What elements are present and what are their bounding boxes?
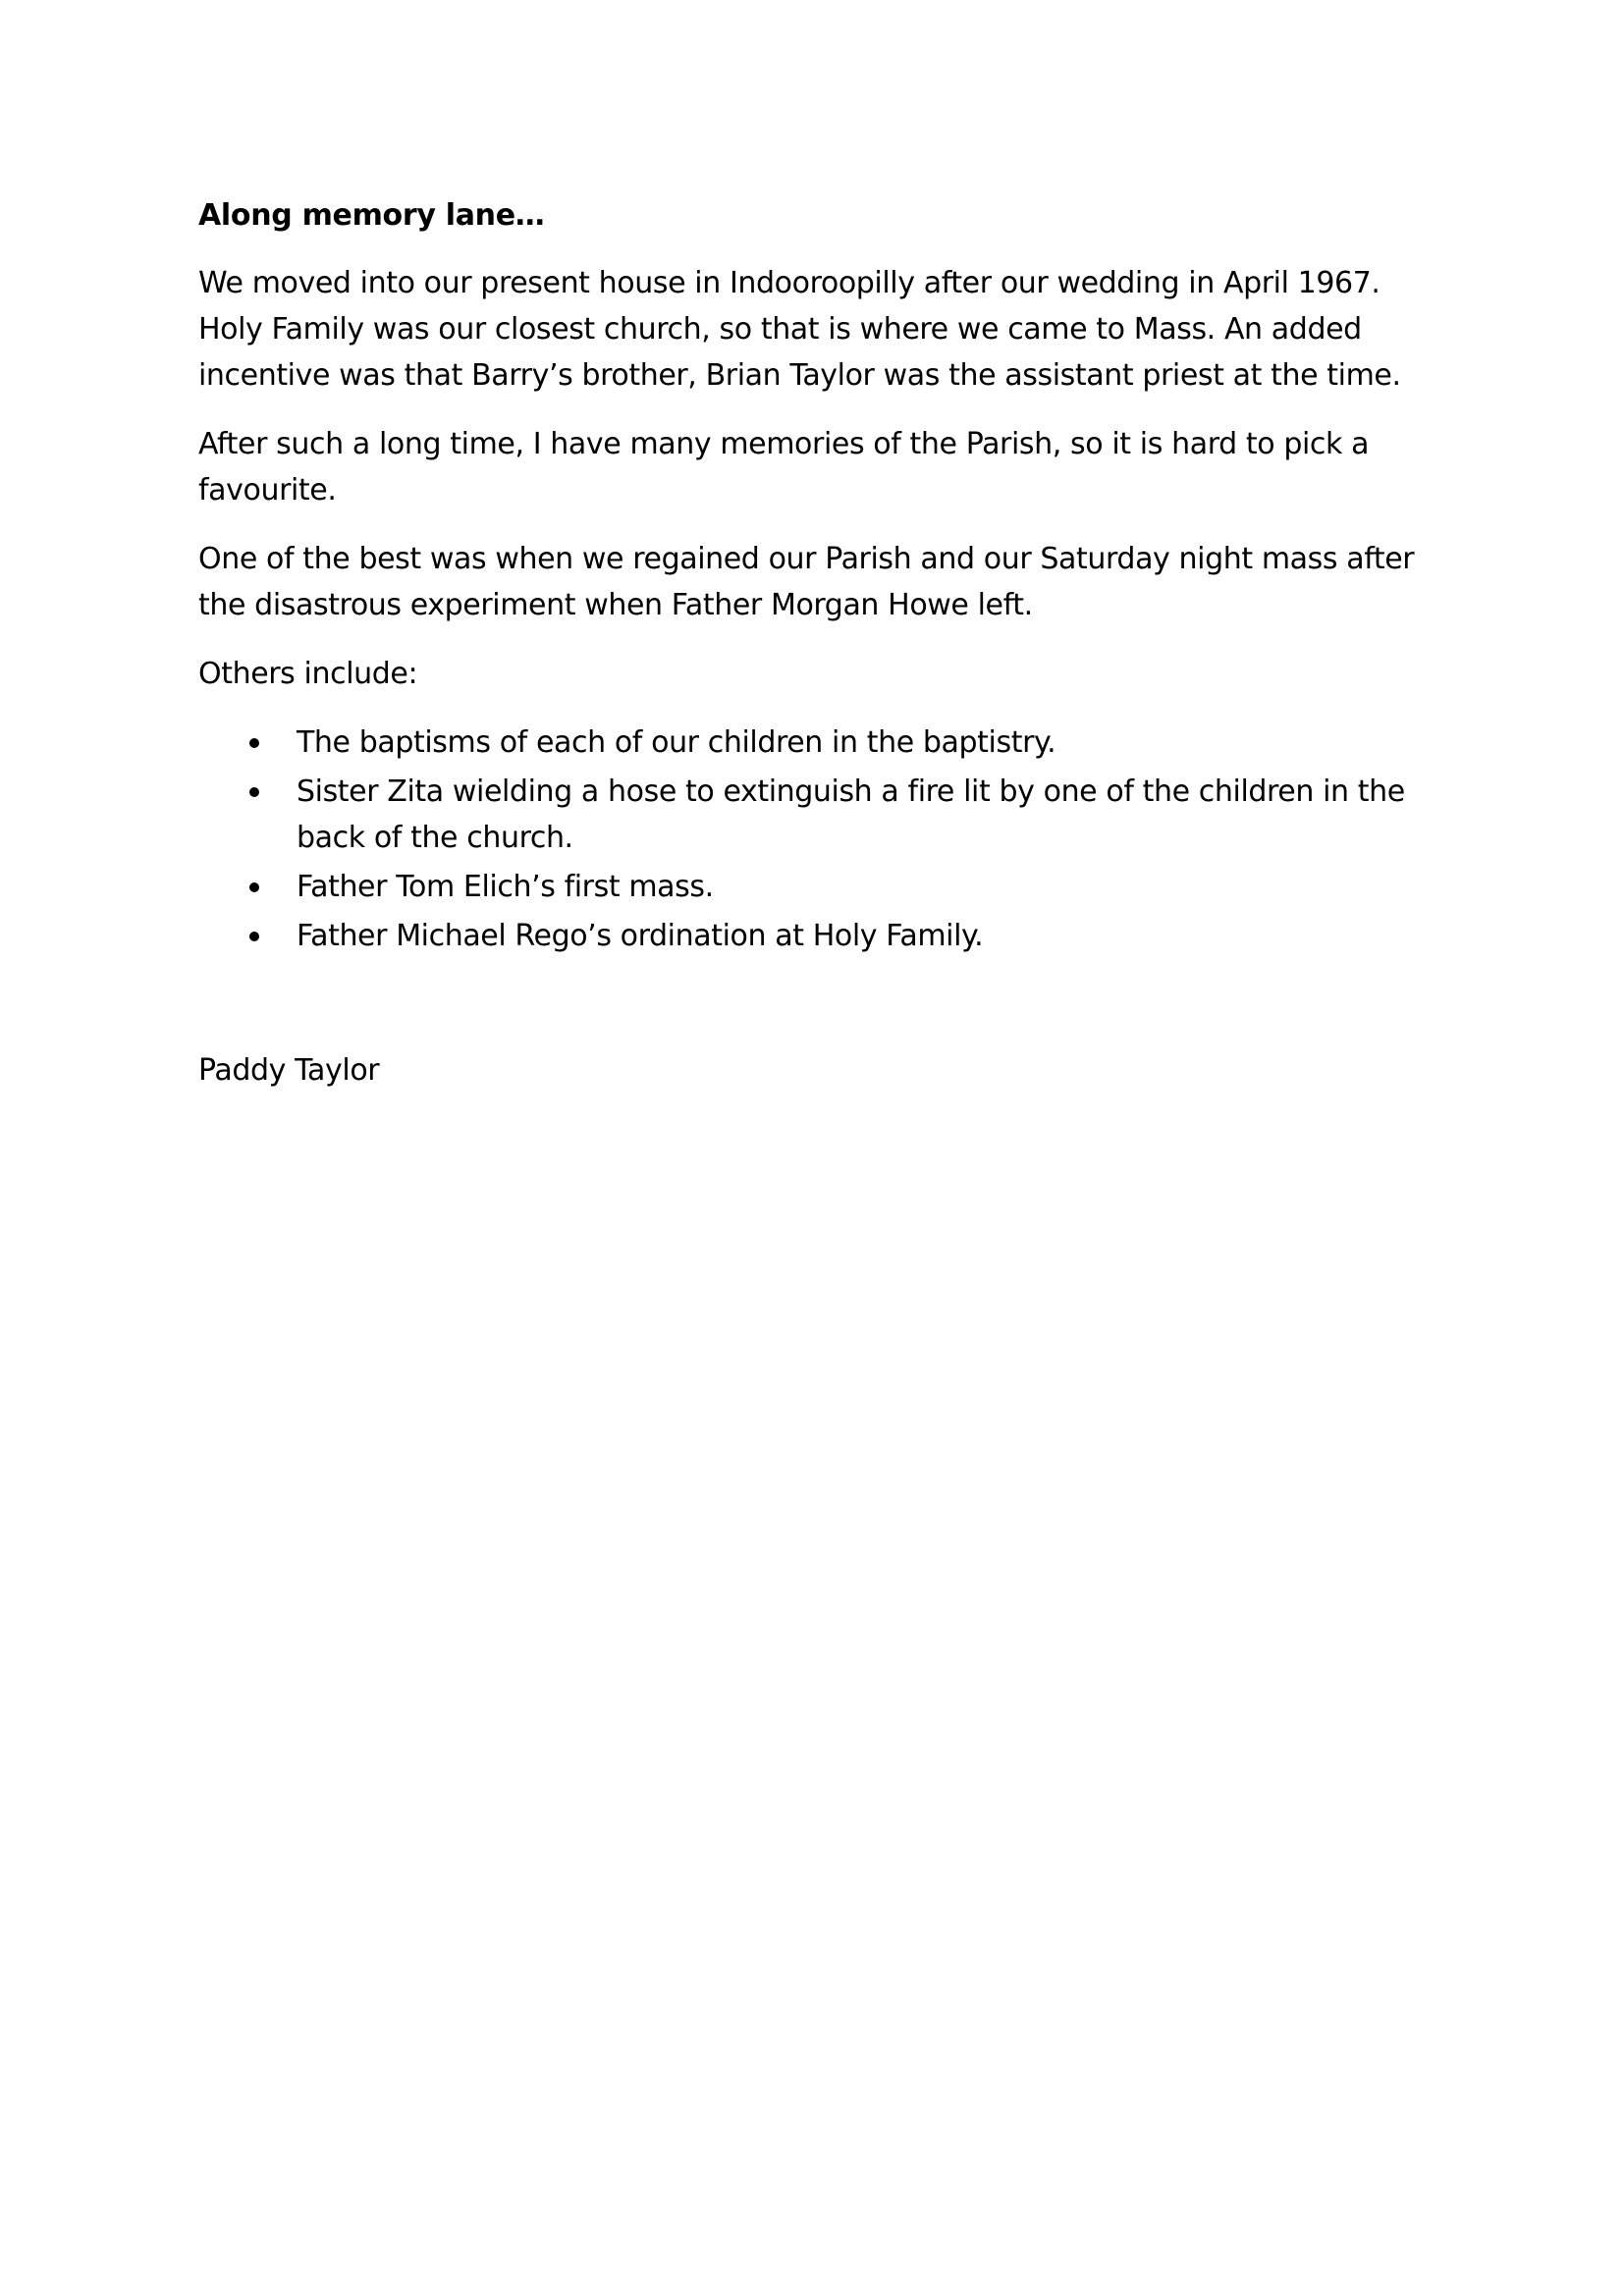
list-item [198,769,1445,861]
bullet-icon [249,738,259,748]
document-title: Along memory lane… [198,198,545,233]
author-signature: Paddy Taylor [198,1053,380,1088]
paragraph-move-in: We moved into our present house in Indooroopilly after our wedding in April 1967. Holy Family was our closest church, so that is where we came to Mass. An added incentive was that Barry’s brother, Brian Taylor was the assistant priest at the time. [198,266,1401,393]
bullet-icon [249,882,259,892]
list-item-text: Sister Zita wielding a hose to extinguish a fire lit by one of the children in the back of the church. [297,774,1405,855]
document-body [198,192,1445,1094]
memories-list [198,720,1445,959]
paragraph-memories: After such a long time, I have many memories of the Parish, so it is hard to pick a favourite. [198,427,1370,507]
list-item-text: Father Michael Rego’s ordination at Holy Family. [297,919,984,953]
list-item [198,913,1445,959]
list-item-text: Father Tom Elich’s first mass. [297,870,714,904]
list-item-text: The baptisms of each of our children in the baptistry. [297,725,1056,760]
bullet-icon [249,787,259,797]
bullet-icon [249,932,259,941]
paragraph-best-memory: One of the best was when we regained our Parish and our Saturday night mass after the disastrous experiment when Father Morgan Howe left. [198,542,1415,622]
list-item [198,864,1445,910]
list-item [198,720,1445,766]
paragraph-others-intro: Others include: [198,657,418,691]
